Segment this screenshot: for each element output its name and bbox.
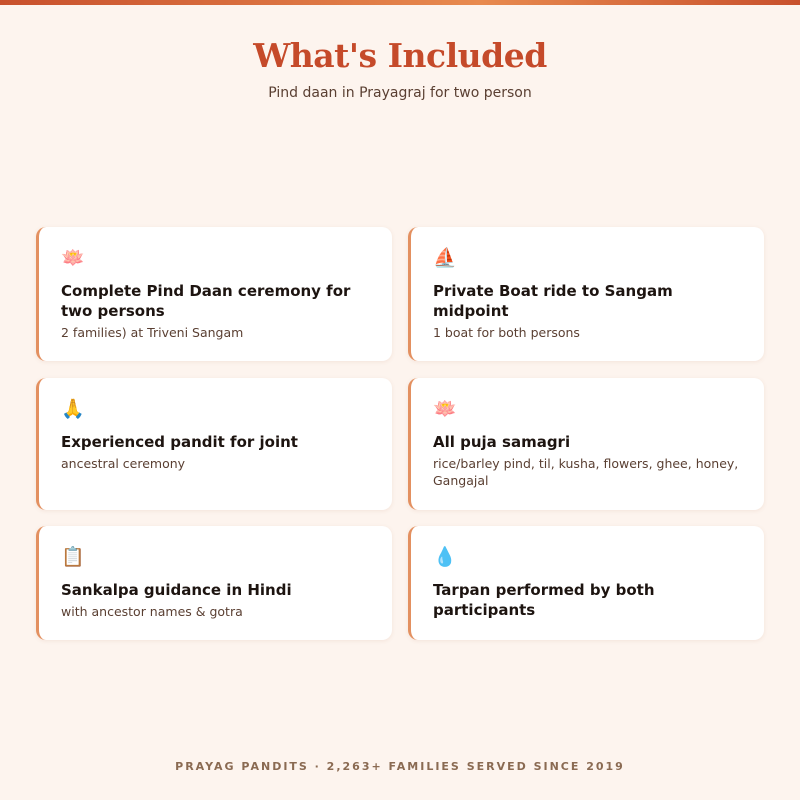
item-title: Sankalpa guidance in Hindi: [61, 581, 292, 599]
boat-icon: ⛵: [433, 247, 457, 269]
item-title: Experienced pandit for joint: [61, 433, 298, 451]
page-subtitle: Pind daan in Prayagraj for two person: [268, 85, 532, 101]
included-item-card: [408, 526, 764, 640]
item-description: ancestral ceremony: [61, 456, 186, 471]
item-description: 1 boat for both persons: [433, 325, 580, 340]
water-drop-icon: 💧: [433, 546, 457, 568]
item-title: Complete Pind Daan ceremony for two persons: [61, 282, 351, 320]
item-title: Tarpan performed by both participants: [433, 581, 655, 619]
included-item-card: [408, 227, 764, 361]
included-item-card: [36, 526, 392, 640]
page-header: [0, 36, 800, 102]
item-description: with ancestor names & gotra: [61, 604, 243, 619]
page-title: What's Included: [253, 36, 547, 75]
item-title: Private Boat ride to Sangam midpoint: [433, 282, 673, 320]
footer-tagline: PRAYAG PANDITS · 2,263+ FAMILIES SERVED SINCE 2019: [175, 760, 625, 773]
top-accent-bar: [0, 0, 800, 5]
clipboard-icon: 📋: [61, 546, 85, 568]
included-item-card: [408, 378, 764, 510]
item-description: rice/barley pind, til, kusha, flowers, ghee, honey, Gangajal: [433, 456, 739, 488]
included-item-card: [36, 227, 392, 361]
lotus-icon: 🪷: [61, 247, 85, 269]
included-item-card: [36, 378, 392, 510]
item-description: 2 families) at Triveni Sangam: [61, 325, 244, 340]
lotus-icon: 🪷: [433, 398, 457, 420]
item-title: All puja samagri: [433, 433, 571, 451]
folded-hands-icon: 🙏: [61, 398, 85, 420]
